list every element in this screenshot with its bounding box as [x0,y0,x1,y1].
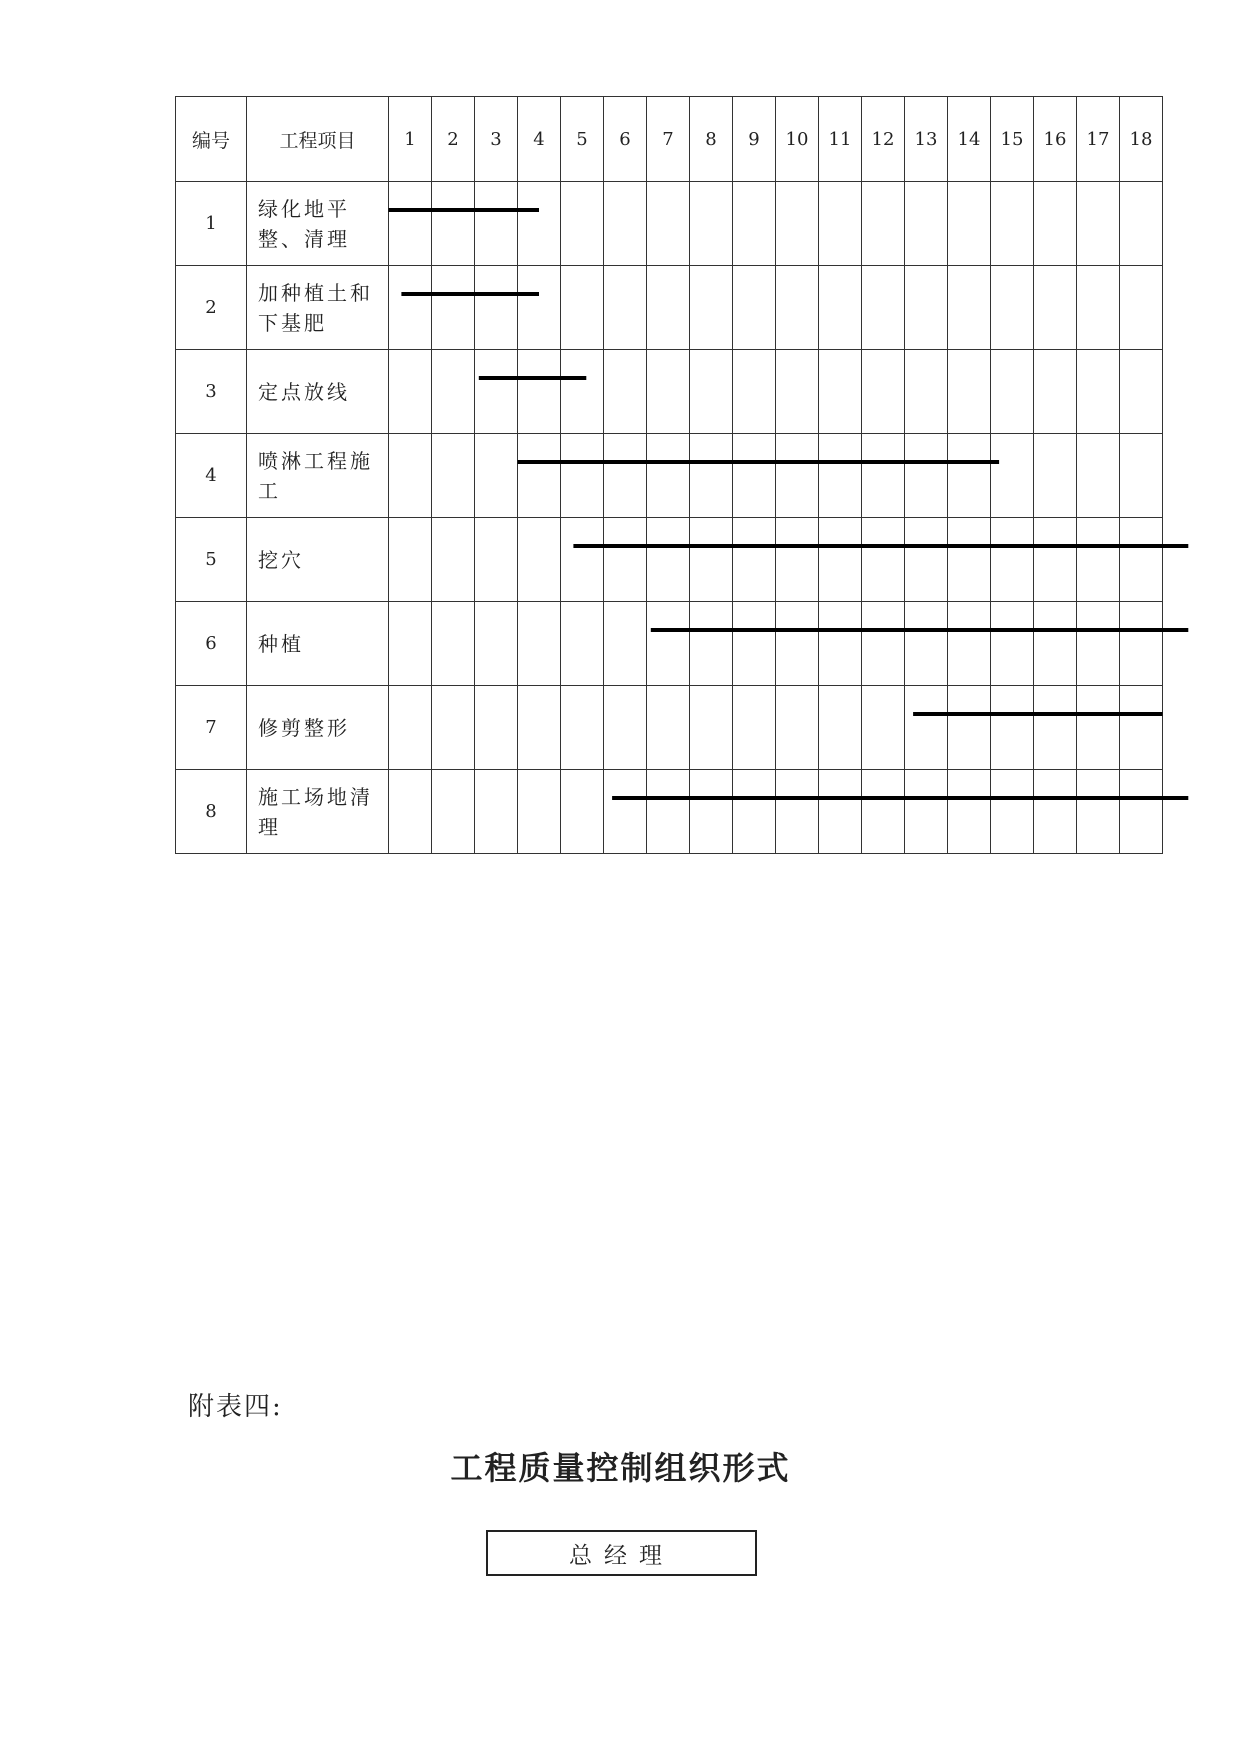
day-cell [733,518,776,602]
header-day: 4 [518,97,561,182]
row-task: 喷淋工程施工 [247,434,389,518]
schedule-body [176,182,1163,854]
day-cell [1077,266,1120,350]
day-cell [690,350,733,434]
day-cell [432,602,475,686]
day-cell [475,686,518,770]
day-cell [518,350,561,434]
day-cell [518,182,561,266]
row-number: 6 [176,602,247,686]
org-box-general-manager: 总经理 [486,1530,757,1576]
day-cell [991,602,1034,686]
day-cell [1120,434,1163,518]
day-cell [647,686,690,770]
table-row [176,266,1163,350]
day-cell [647,182,690,266]
day-cell [905,770,948,854]
header-day: 5 [561,97,604,182]
day-cell [561,266,604,350]
table-row [176,182,1163,266]
day-cell [690,182,733,266]
day-cell [776,266,819,350]
day-cell [561,182,604,266]
day-cell [1120,770,1163,854]
day-cell [389,518,432,602]
day-cell [518,602,561,686]
day-cell [991,518,1034,602]
day-cell [1120,350,1163,434]
day-cell [991,182,1034,266]
day-cell [518,518,561,602]
header-day: 13 [905,97,948,182]
day-cell [561,434,604,518]
header-day: 15 [991,97,1034,182]
day-cell [1120,266,1163,350]
day-cell [1077,518,1120,602]
page-title: 工程质量控制组织形式 [450,1449,791,1487]
day-cell [432,182,475,266]
day-cell [819,770,862,854]
day-cell [561,770,604,854]
header-number: 编号 [176,97,247,182]
day-cell [1034,182,1077,266]
table-row [176,518,1163,602]
day-cell [1077,434,1120,518]
day-cell [905,350,948,434]
day-cell [948,602,991,686]
day-cell [647,518,690,602]
day-cell [604,602,647,686]
day-cell [819,266,862,350]
day-cell [1077,350,1120,434]
day-cell [561,518,604,602]
table-row [176,602,1163,686]
day-cell [690,686,733,770]
day-cell [432,518,475,602]
day-cell [905,266,948,350]
day-cell [948,266,991,350]
day-cell [1034,518,1077,602]
day-cell [604,434,647,518]
row-task: 绿化地平整、清理 [247,182,389,266]
day-cell [991,350,1034,434]
day-cell [604,182,647,266]
day-cell [389,434,432,518]
header-day: 14 [948,97,991,182]
day-cell [776,602,819,686]
day-cell [690,518,733,602]
row-number: 2 [176,266,247,350]
day-cell [1077,602,1120,686]
day-cell [475,182,518,266]
day-cell [1077,686,1120,770]
day-cell [905,686,948,770]
day-cell [776,686,819,770]
day-cell [518,770,561,854]
day-cell [819,434,862,518]
header-day: 11 [819,97,862,182]
day-cell [475,770,518,854]
day-cell [690,770,733,854]
table-row [176,686,1163,770]
day-cell [647,770,690,854]
day-cell [776,770,819,854]
row-number: 5 [176,518,247,602]
day-cell [862,602,905,686]
day-cell [862,518,905,602]
row-number: 8 [176,770,247,854]
header-day: 2 [432,97,475,182]
day-cell [389,770,432,854]
day-cell [948,182,991,266]
header-day: 16 [1034,97,1077,182]
day-cell [905,602,948,686]
row-number: 3 [176,350,247,434]
day-cell [862,182,905,266]
day-cell [819,350,862,434]
day-cell [432,434,475,518]
day-cell [432,350,475,434]
row-task: 施工场地清理 [247,770,389,854]
day-cell [1034,602,1077,686]
day-cell [1120,602,1163,686]
day-cell [733,770,776,854]
header-day: 1 [389,97,432,182]
day-cell [862,434,905,518]
day-cell [1077,770,1120,854]
day-cell [1077,182,1120,266]
day-cell [690,434,733,518]
day-cell [690,266,733,350]
day-cell [1120,518,1163,602]
header-day: 7 [647,97,690,182]
day-cell [389,602,432,686]
day-cell [733,434,776,518]
day-cell [690,602,733,686]
day-cell [561,350,604,434]
day-cell [991,266,1034,350]
header-day: 3 [475,97,518,182]
day-cell [647,350,690,434]
header-day: 12 [862,97,905,182]
row-task: 加种植土和下基肥 [247,266,389,350]
day-cell [733,602,776,686]
day-cell [647,266,690,350]
day-cell [819,602,862,686]
day-cell [948,686,991,770]
table-row [176,350,1163,434]
header-day: 10 [776,97,819,182]
table-row [176,770,1163,854]
row-task: 修剪整形 [247,686,389,770]
header-project: 工程项目 [247,97,389,182]
day-cell [1034,770,1077,854]
day-cell [518,266,561,350]
day-cell [819,182,862,266]
day-cell [819,686,862,770]
day-cell [819,518,862,602]
row-number: 4 [176,434,247,518]
day-cell [948,770,991,854]
day-cell [733,686,776,770]
day-cell [647,434,690,518]
day-cell [948,350,991,434]
row-task: 种植 [247,602,389,686]
day-cell [862,266,905,350]
day-cell [991,434,1034,518]
header-day: 9 [733,97,776,182]
day-cell [991,770,1034,854]
day-cell [948,434,991,518]
day-cell [776,518,819,602]
day-cell [1034,686,1077,770]
day-cell [905,182,948,266]
day-cell [561,686,604,770]
day-cell [776,434,819,518]
day-cell [389,686,432,770]
day-cell [475,518,518,602]
day-cell [432,266,475,350]
day-cell [647,602,690,686]
day-cell [432,770,475,854]
appendix-label: 附表四: [188,1392,283,1422]
header-day: 17 [1077,97,1120,182]
day-cell [776,350,819,434]
day-cell [604,518,647,602]
day-cell [475,350,518,434]
day-cell [561,602,604,686]
header-day: 8 [690,97,733,182]
day-cell [862,350,905,434]
day-cell [776,182,819,266]
day-cell [604,266,647,350]
day-cell [518,434,561,518]
day-cell [475,434,518,518]
day-cell [389,182,432,266]
day-cell [1034,266,1077,350]
header-day: 6 [604,97,647,182]
day-cell [1034,350,1077,434]
table-row [176,434,1163,518]
day-cell [862,686,905,770]
row-task: 定点放线 [247,350,389,434]
day-cell [475,266,518,350]
day-cell [733,350,776,434]
row-task: 挖穴 [247,518,389,602]
day-cell [862,770,905,854]
day-cell [1120,686,1163,770]
row-number: 1 [176,182,247,266]
day-cell [1120,182,1163,266]
day-cell [733,266,776,350]
day-cell [905,518,948,602]
day-cell [948,518,991,602]
header-day: 18 [1120,97,1163,182]
day-cell [991,686,1034,770]
day-cell [389,350,432,434]
day-cell [604,770,647,854]
header-row [176,97,1163,182]
row-number: 7 [176,686,247,770]
day-cell [733,182,776,266]
construction-schedule-table [175,96,1163,854]
day-cell [432,686,475,770]
day-cell [604,350,647,434]
day-cell [604,686,647,770]
day-cell [905,434,948,518]
day-cell [475,602,518,686]
day-cell [389,266,432,350]
day-cell [518,686,561,770]
day-cell [1034,434,1077,518]
